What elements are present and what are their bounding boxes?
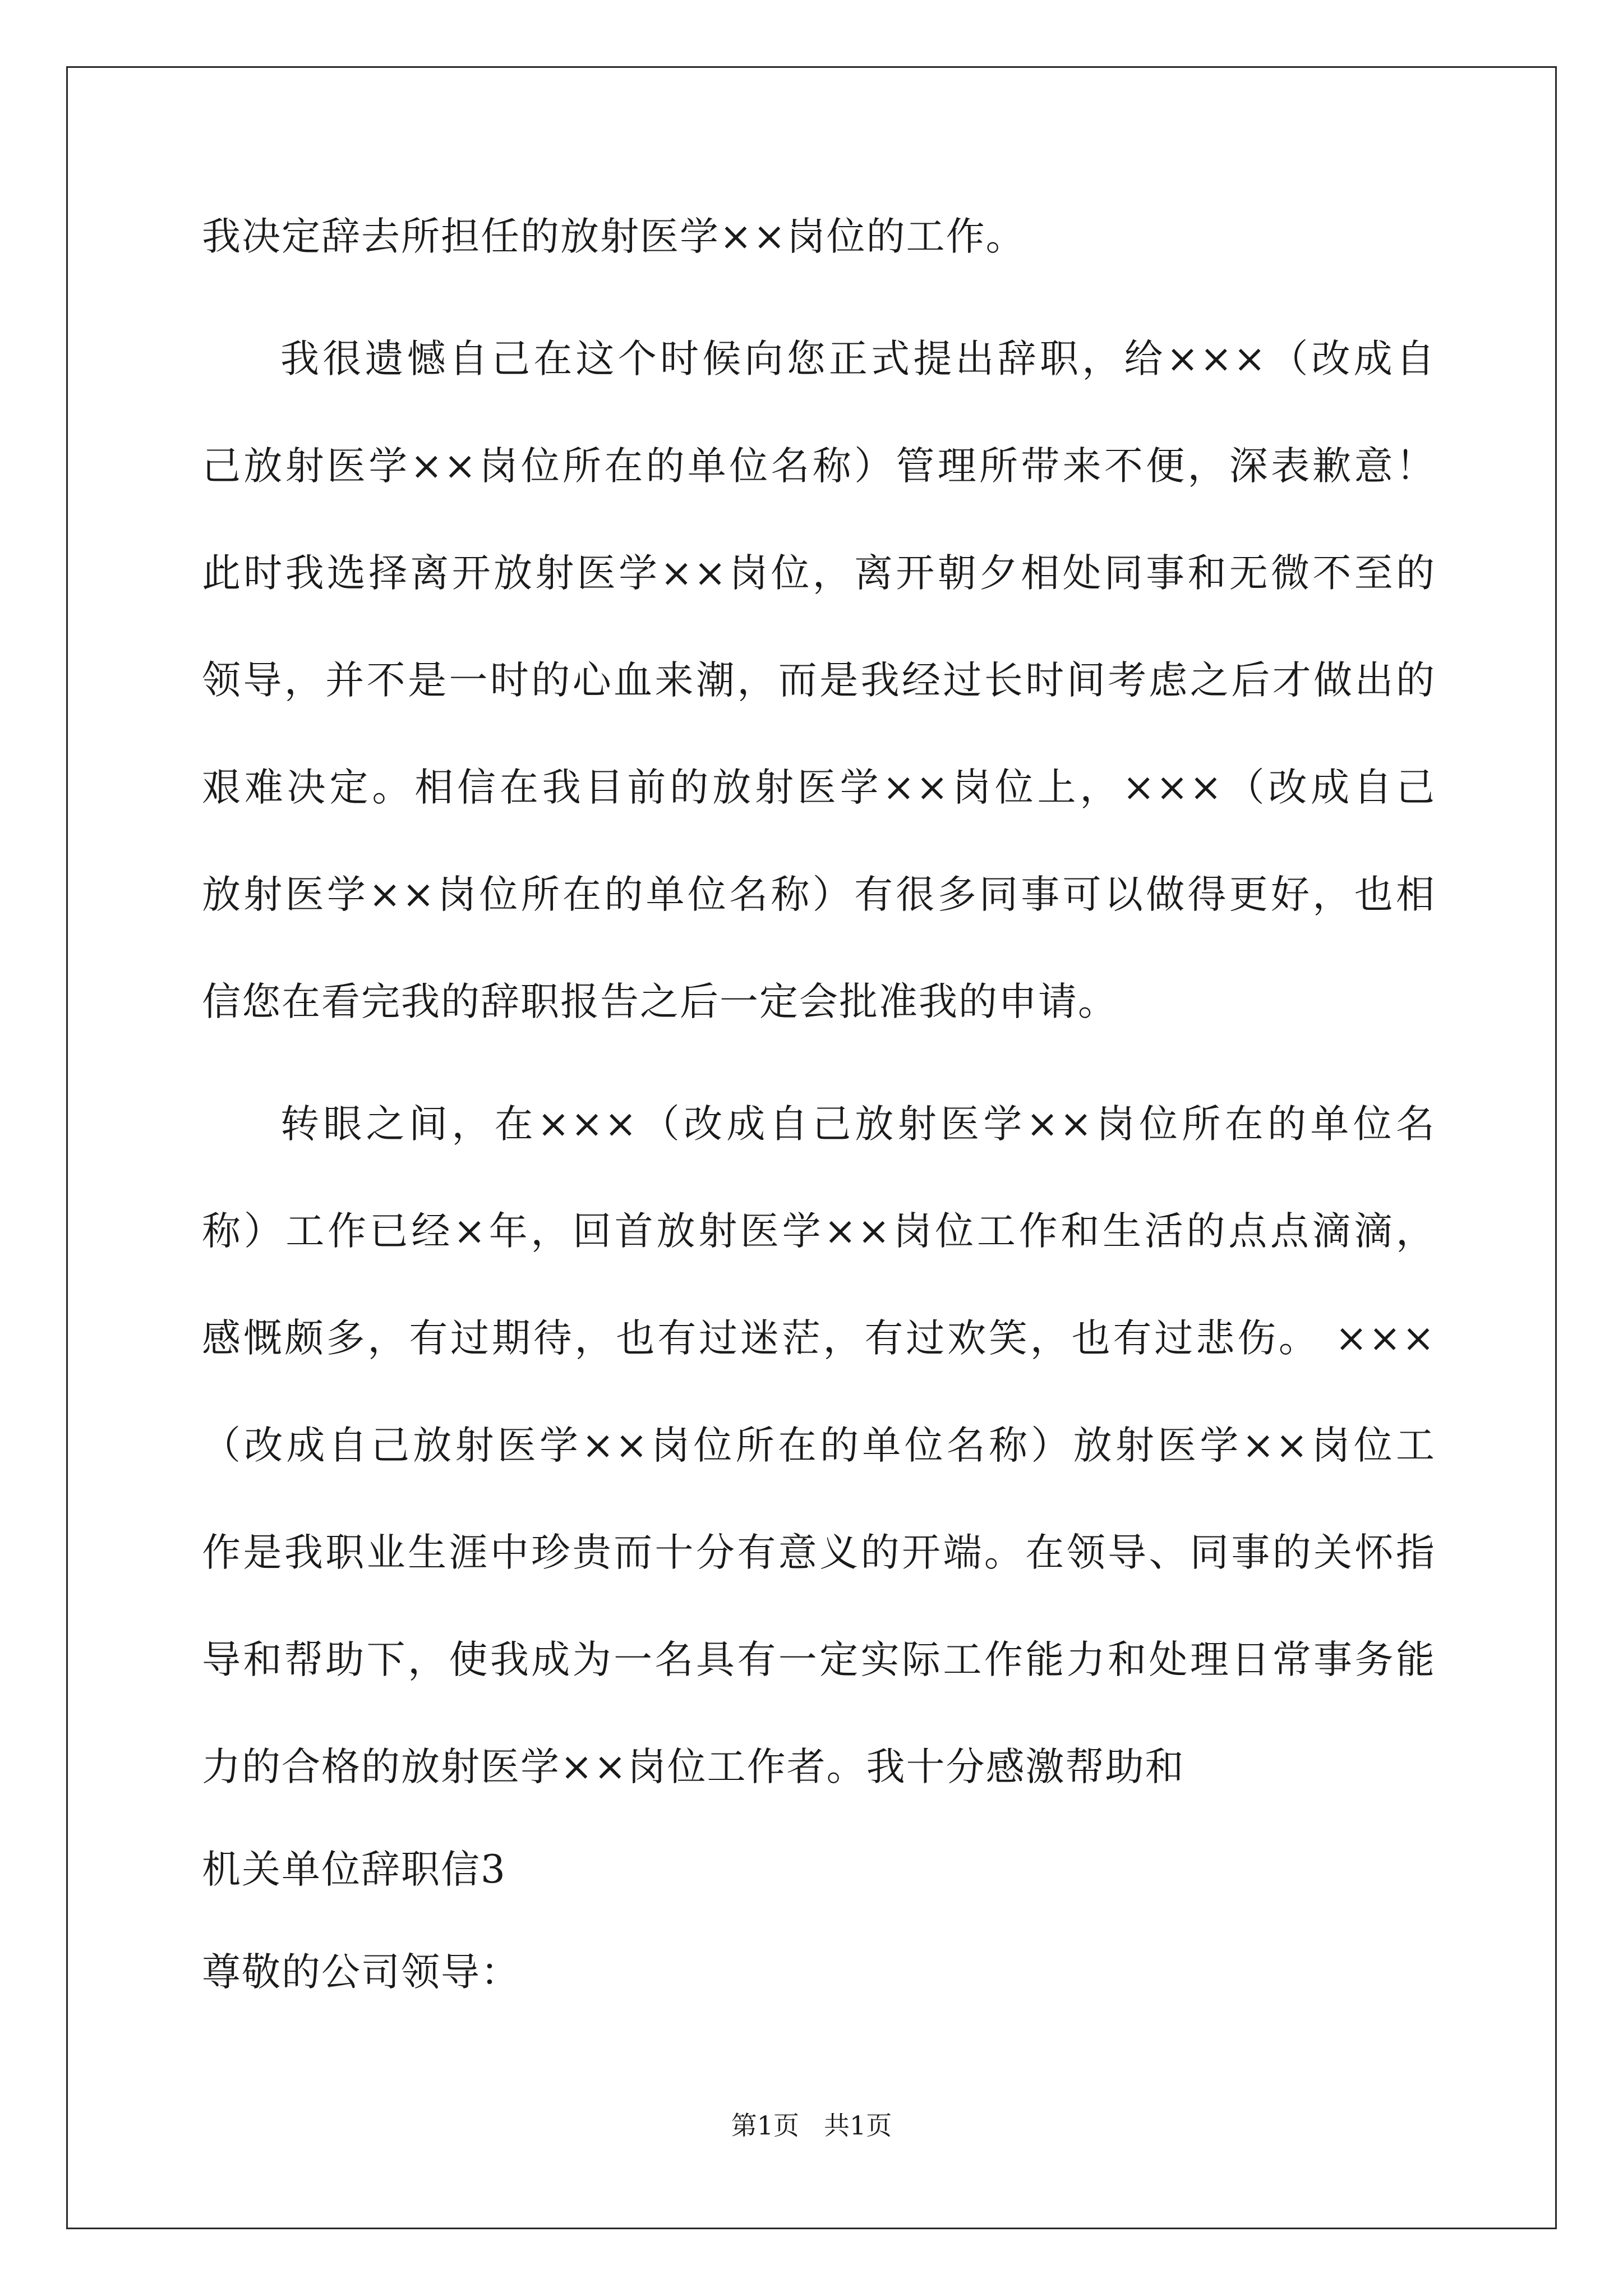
text-line-10: 称）工作已经×年，回首放射医学××岗位工作和生活的点点滴滴， bbox=[202, 1209, 1436, 1254]
text-line-15: 力的合格的放射医学××岗位工作者。我十分感激帮助和 bbox=[202, 1745, 1185, 1789]
text-line-12: （改成自己放射医学××岗位所在的单位名称）放射医学××岗位工 bbox=[202, 1423, 1436, 1468]
text-line-8: 信您在看完我的辞职报告之后一定会批准我的申请。 bbox=[202, 979, 1118, 1024]
page-total: 共1页 bbox=[824, 2110, 892, 2141]
text-line-6: 艰难决定。相信在我目前的放射医学××岗位上，×××（改成自己 bbox=[202, 765, 1436, 810]
salutation: 尊敬的公司领导： bbox=[202, 1950, 520, 1995]
text-line-3: 己放射医学××岗位所在的单位名称）管理所带来不便，深表歉意！ bbox=[202, 444, 1436, 489]
page-border bbox=[66, 66, 1557, 2229]
text-line-2: 我很遗憾自己在这个时候向您正式提出辞职，给×××（改成自 bbox=[280, 337, 1436, 381]
section-heading: 机关单位辞职信3 bbox=[202, 1847, 506, 1892]
text-line-4: 此时我选择离开放射医学××岗位，离开朝夕相处同事和无微不至的 bbox=[202, 551, 1436, 596]
page-number: 第1页 bbox=[731, 2110, 799, 2141]
text-line-9: 转眼之间，在×××（改成自己放射医学××岗位所在的单位名 bbox=[280, 1102, 1436, 1147]
text-line-1: 我决定辞去所担任的放射医学××岗位的工作。 bbox=[202, 214, 1026, 259]
text-line-11: 感慨颇多，有过期待，也有过迷茫，有过欢笑，也有过悲伤。 ××× bbox=[202, 1316, 1436, 1361]
text-line-14: 导和帮助下，使我成为一名具有一定实际工作能力和处理日常事务能 bbox=[202, 1637, 1436, 1682]
text-line-7: 放射医学××岗位所在的单位名称）有很多同事可以做得更好，也相 bbox=[202, 872, 1436, 917]
text-line-5: 领导，并不是一时的心血来潮，而是我经过长时间考虑之后才做出的 bbox=[202, 658, 1436, 703]
page-footer bbox=[0, 2110, 1623, 2141]
text-line-13: 作是我职业生涯中珍贵而十分有意义的开端。在领导、同事的关怀指 bbox=[202, 1530, 1436, 1575]
